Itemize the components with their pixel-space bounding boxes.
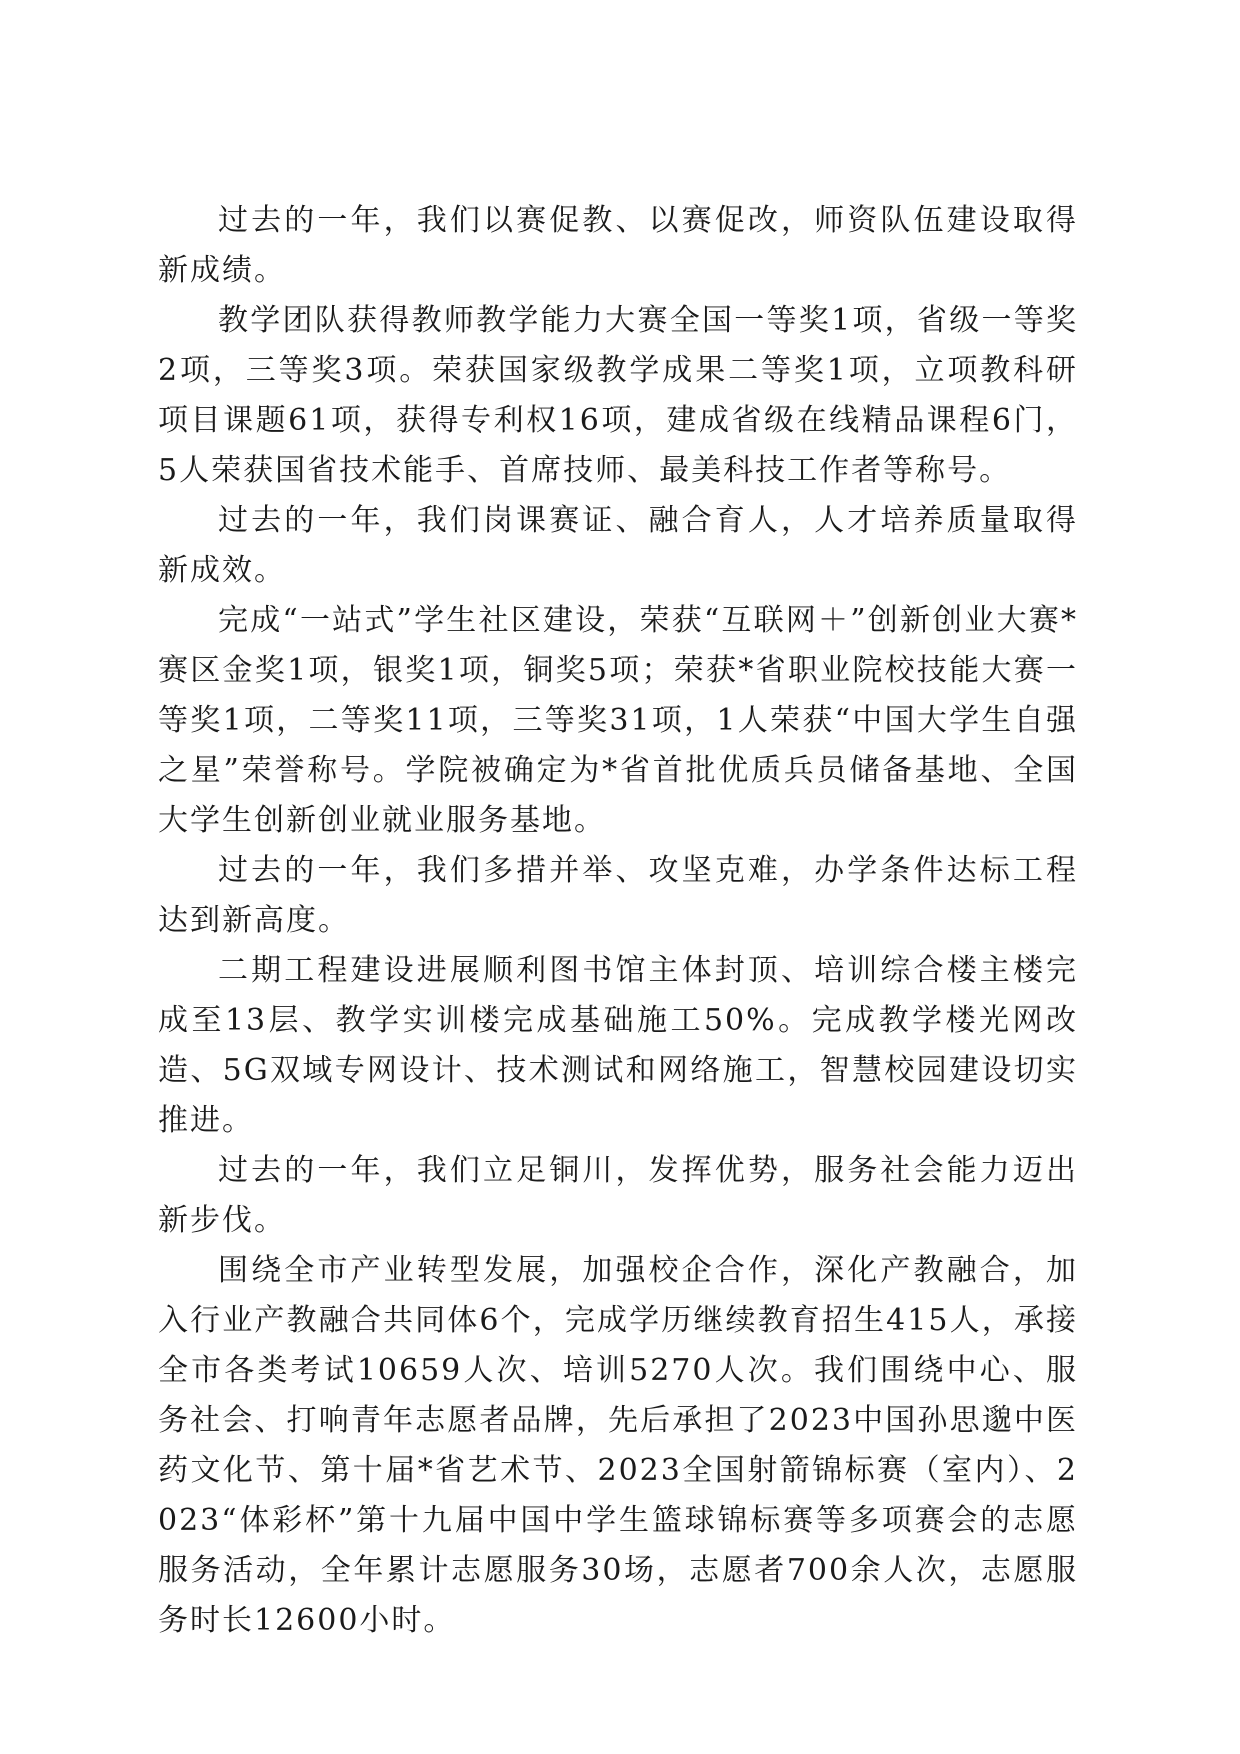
paragraph-teaching-staff-heading: 过去的一年，我们以赛促教、以赛促改，师资队伍建设取得新成绩。 xyxy=(158,203,1078,288)
paragraph-talent-cultivation-details: 完成“一站式”学生社区建设，荣获“互联网＋”创新创业大赛*赛区金奖1项，银奖1项，铜奖5项；荣获*省职业院校技能大赛一等奖1项，二等奖11项，三等奖31项，1人荣获“中国大学生自强之星”荣誉称号。学院被确定为*省首批优质兵员储备基地、全国大学生创新创业就业服务基地。 xyxy=(158,603,1078,838)
paragraph-teaching-staff-details: 教学团队获得教师教学能力大赛全国一等奖1项，省级一等奖2项，三等奖3项。荣获国家级教学成果二等奖1项，立项教科研项目课题61项，获得专利权16项，建成省级在线精品课程6门，5人荣获国省技术能手、首席技师、最美科技工作者等称号。 xyxy=(158,303,1078,488)
paragraph-school-conditions-details: 二期工程建设进展顺利图书馆主体封顶、培训综合楼主楼完成至13层、教学实训楼完成基础施工50%。完成教学楼光网改造、5G双域专网设计、技术测试和网络施工，智慧校园建设切实推进。 xyxy=(158,953,1078,1138)
document-body xyxy=(158,196,1078,1646)
paragraph-school-conditions-heading: 过去的一年，我们多措并举、攻坚克难，办学条件达标工程达到新高度。 xyxy=(158,853,1078,938)
paragraph-social-service-heading: 过去的一年，我们立足铜川，发挥优势，服务社会能力迈出新步伐。 xyxy=(158,1153,1078,1238)
paragraph-social-service-details: 围绕全市产业转型发展，加强校企合作，深化产教融合，加入行业产教融合共同体6个，完成学历继续教育招生415人，承接全市各类考试10659人次、培训5270人次。我们围绕中心、服务社会、打响青年志愿者品牌，先后承担了2023中国孙思邈中医药文化节、第十届*省艺术节、2023全国射箭锦标赛（室内）、2023“体彩杯”第十九届中国中学生篮球锦标赛等多项赛会的志愿服务活动，全年累计志愿服务30场，志愿者700余人次，志愿服务时长12600小时。 xyxy=(158,1253,1078,1638)
paragraph-talent-cultivation-heading: 过去的一年，我们岗课赛证、融合育人，人才培养质量取得新成效。 xyxy=(158,503,1078,588)
